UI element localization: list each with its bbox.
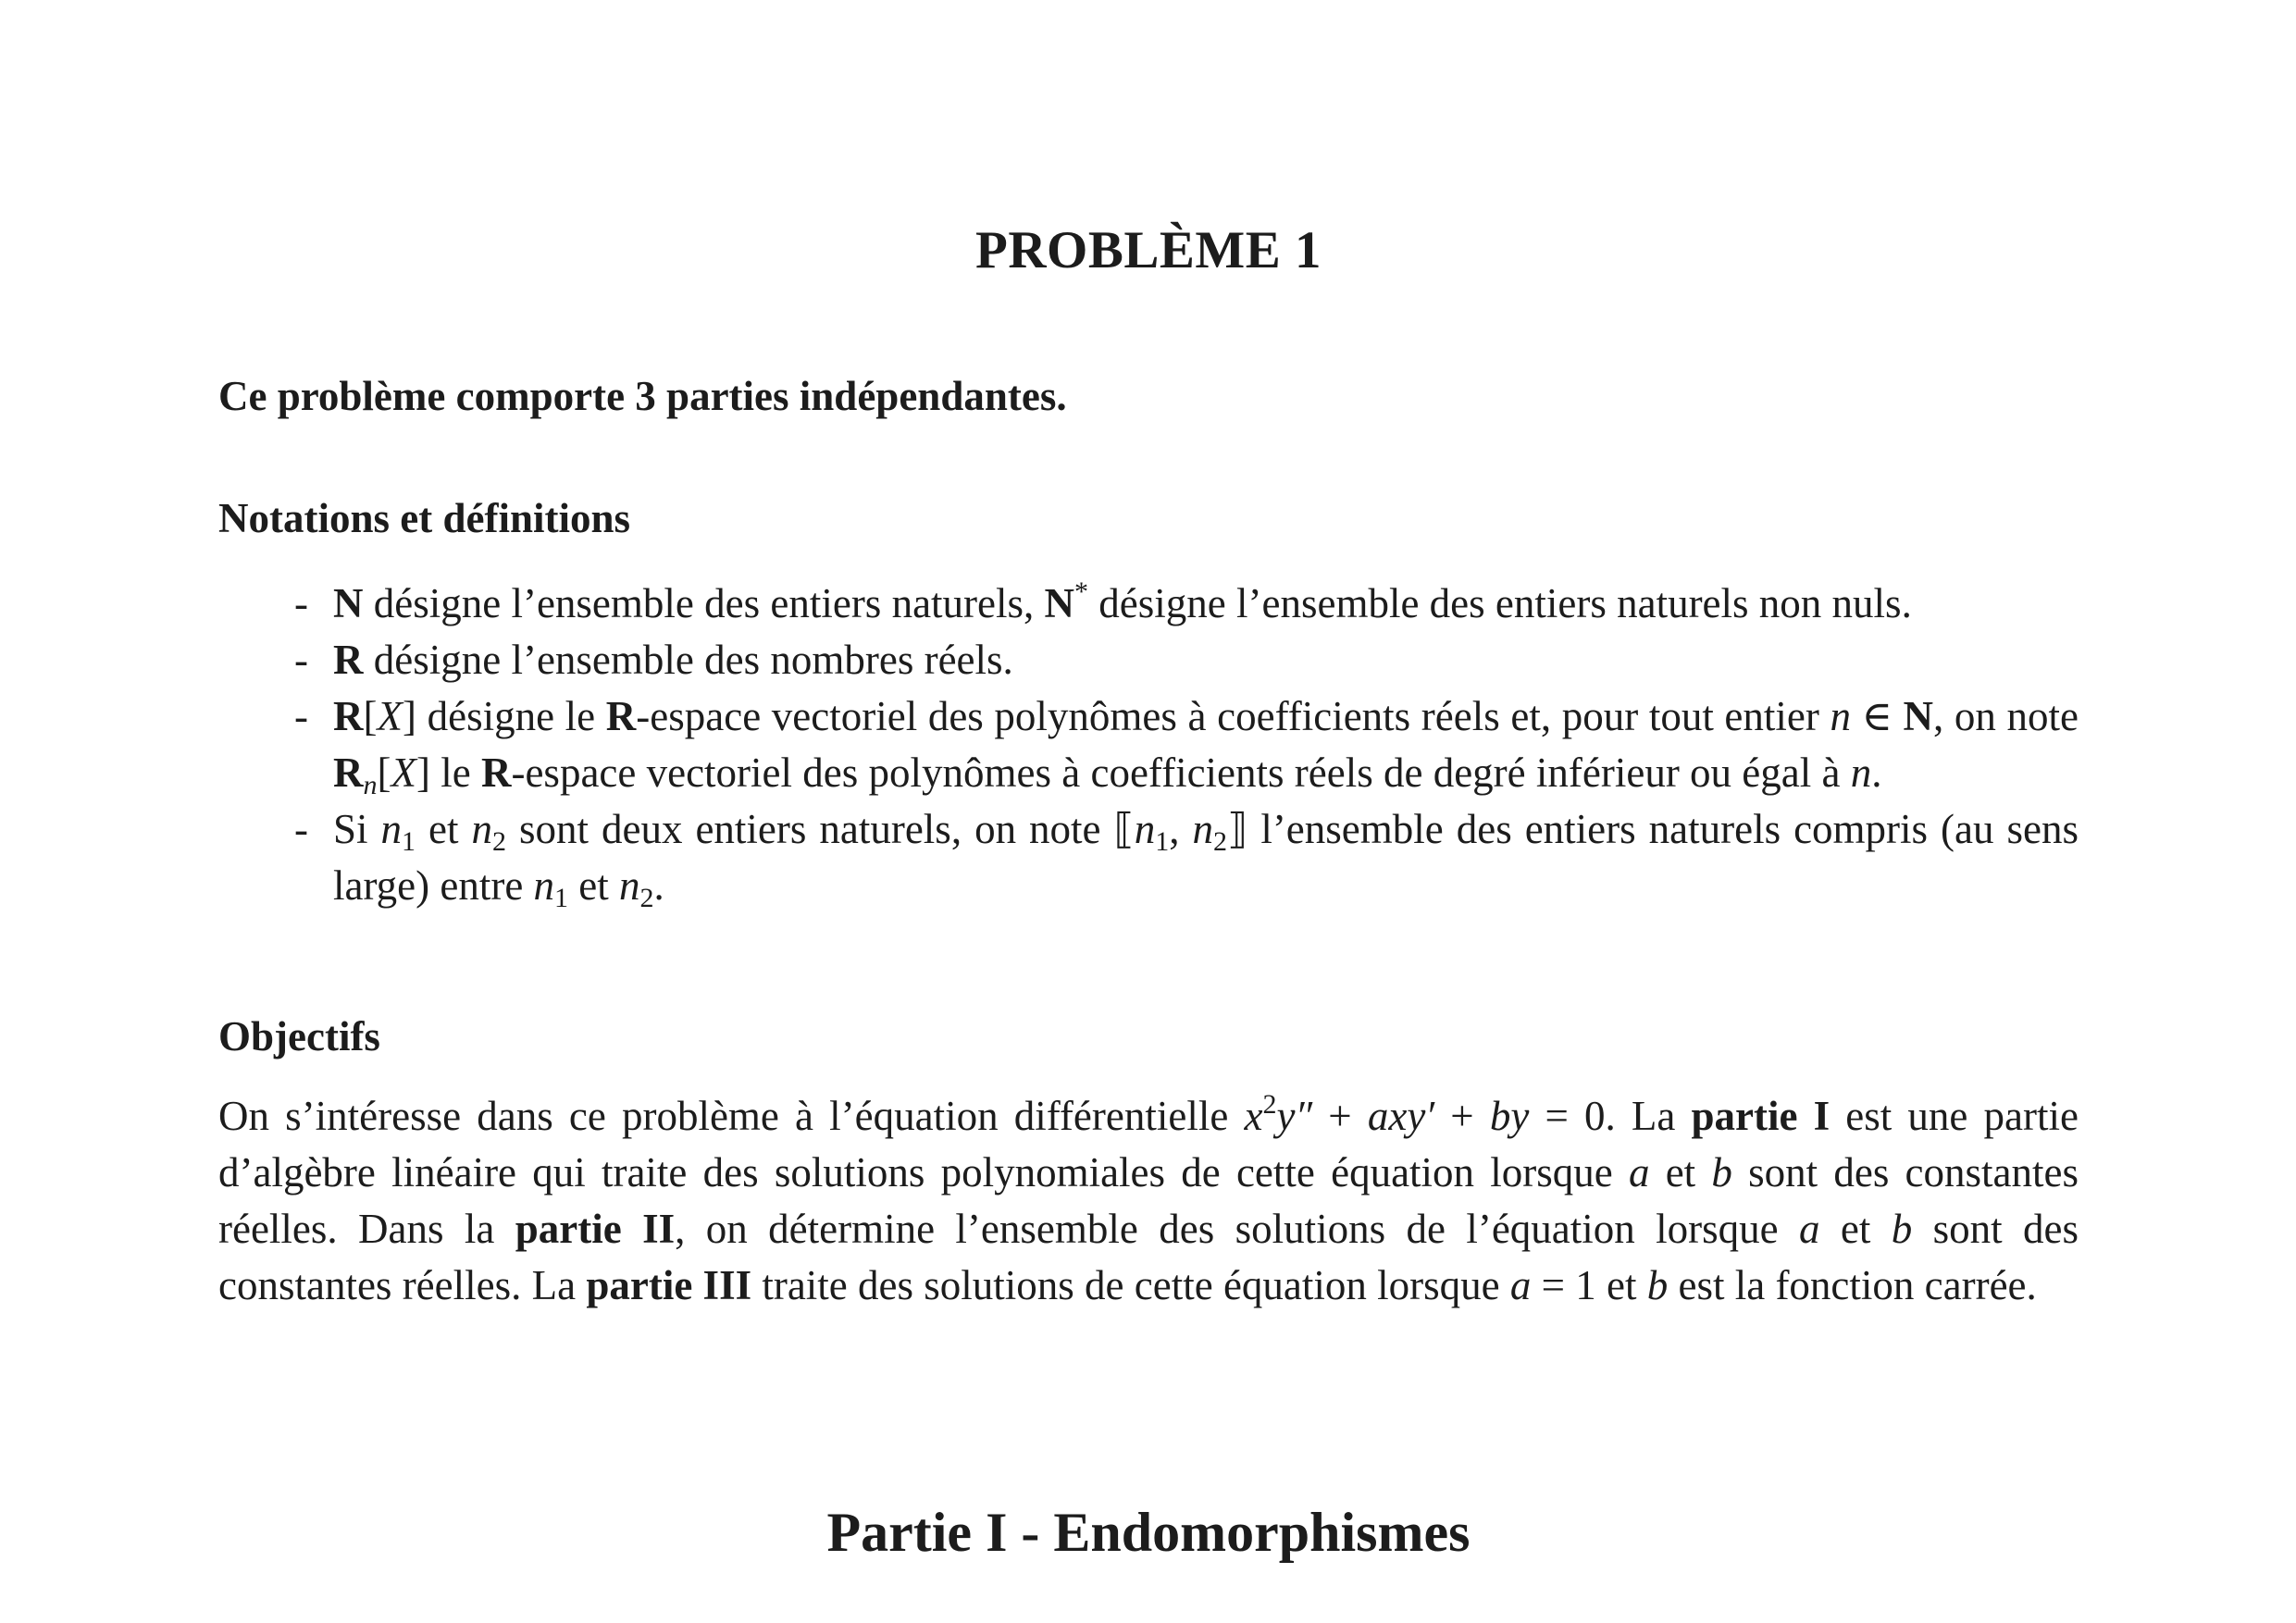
problem-title: PROBLÈME 1 [975, 221, 1322, 279]
objectifs-paragraph: On s’intéresse dans ce problème à l’équation différentielle $x^2y'' + axy'$ + by = 0. La partie I est une partie d’algèbre linéaire qui traite des solutions polynomiales de cette équation lorsque a et b sont des constantes réelles. Dans la partie II, on détermine l’ensemble des solutions de l’équation lorsque a et b sont des constantes réelles. La partie III traite des solutions de cette équation lorsque a = 1 et b est la fonction carrée. [218, 1089, 2079, 1308]
list-bullet: - [294, 637, 308, 683]
list-item: - R désigne l’ensemble des nombres réels. [294, 632, 2079, 688]
notations-heading: Notations et définitions [218, 495, 631, 541]
list-bullet: - [294, 693, 308, 739]
objectifs-heading: Objectifs [218, 1013, 380, 1059]
intro-statement: Ce problème comporte 3 parties indépendantes. [218, 373, 1067, 419]
list-item: - N désigne l’ensemble des entiers naturels, N* désigne l’ensemble des entiers naturels non nuls. [294, 576, 2079, 632]
partie-title: Partie I - Endomorphismes [826, 1502, 1471, 1563]
list-item: - R[X] désigne le R-espace vectoriel des polynômes à coefficients réels et, pour tout entier n ∈ N, on note $R_n[X]$ le R-espace vectoriel des polynômes à coefficients réels de degré inférieur ou égal à n. [294, 688, 2079, 801]
list-bullet: - [294, 806, 308, 852]
notations-list [294, 576, 2079, 914]
list-item: - Si $n_1$ et $n_2$ sont deux entiers naturels, on note $⟦n_1$, $n_2⟧$ l’ensemble des entiers naturels compris (au sens large) entre $n_1$ et $n_2$. [294, 801, 2079, 914]
list-bullet: - [294, 580, 308, 626]
